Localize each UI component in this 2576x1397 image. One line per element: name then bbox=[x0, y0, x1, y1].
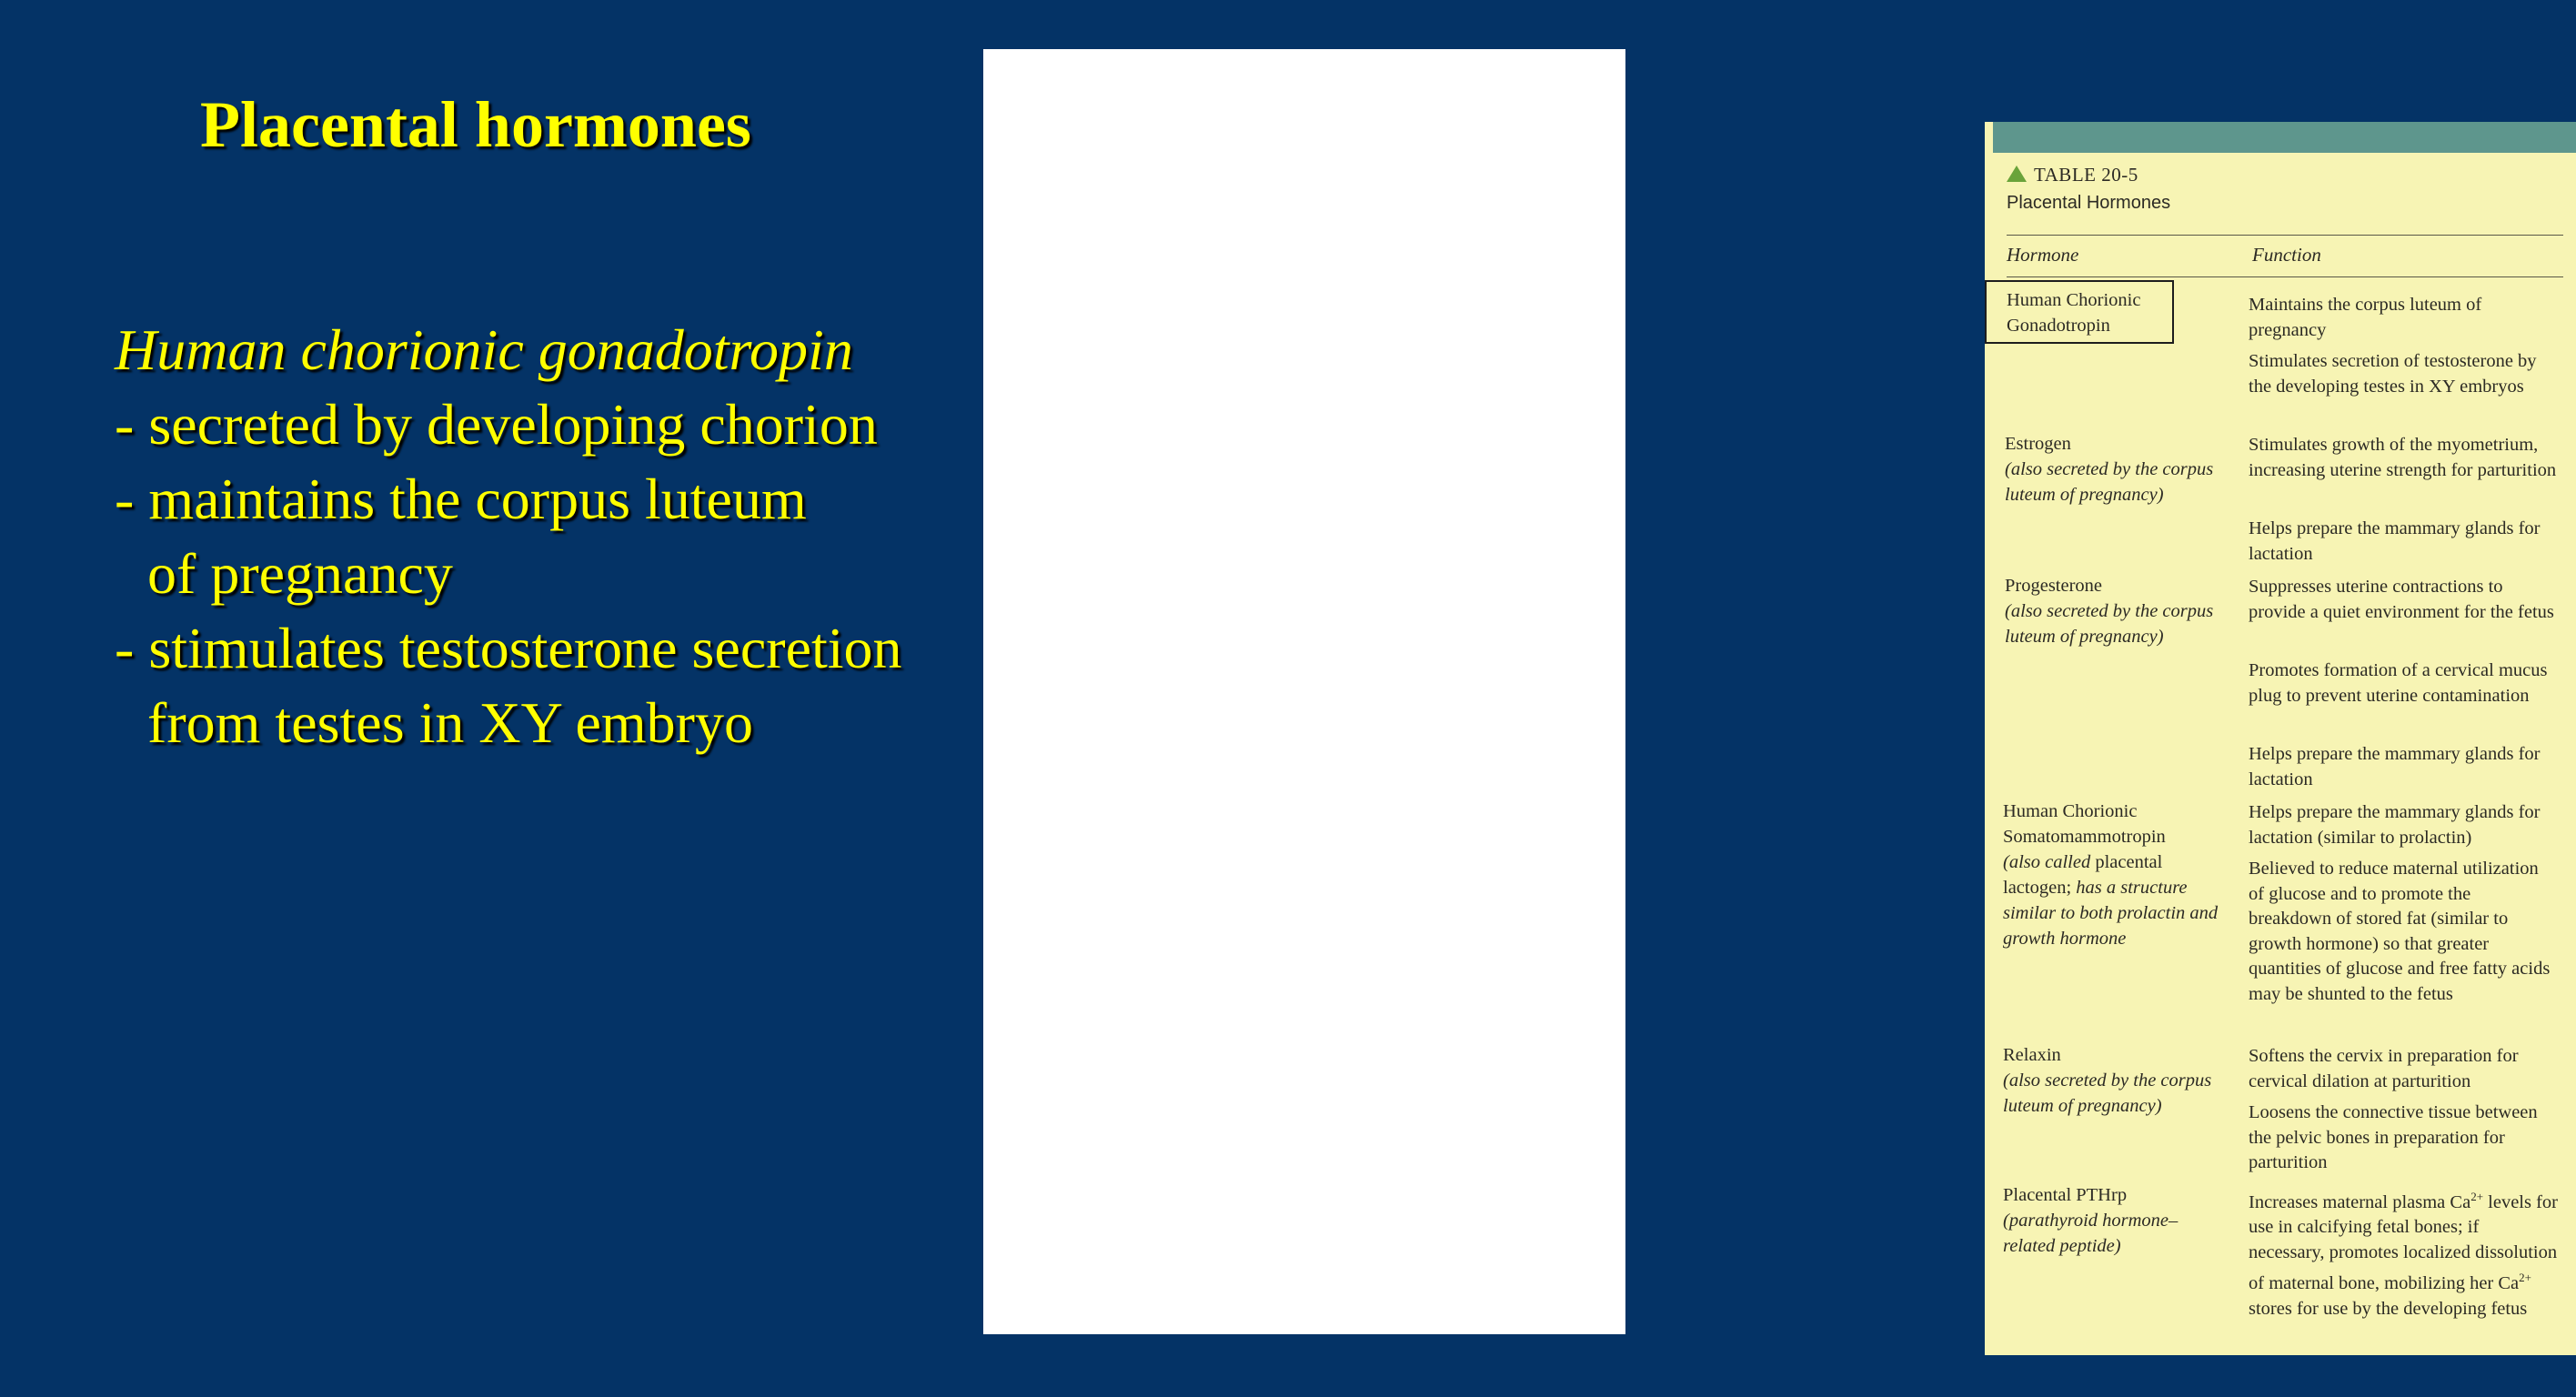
hormone-pthrp: Placental PTHrp (parathyroid hormone–related peptide) bbox=[2003, 1185, 2179, 1256]
table-image-frame bbox=[983, 49, 2559, 1334]
function-text: Stimulates growth of the myometrium, increasing uterine strength for parturition bbox=[2249, 435, 2557, 480]
divider bbox=[2007, 235, 2563, 236]
function-text: Stimulates secretion of testosterone by the developing testes in XY embryos bbox=[2249, 351, 2537, 397]
function-text: Increases maternal plasma $Ca^{2+}$ levels for use in calcifying fetal bones; if necessary, promotes localized dissolution of maternal bone, mobilizing her $Ca^{2+}$ stores for use by the developing fetus bbox=[2249, 1190, 2559, 1319]
slide-title: Placental hormones bbox=[200, 88, 751, 161]
function-text: Helps prepare the mammary glands for lactation bbox=[2249, 518, 2541, 564]
function-text: Suppresses uterine contractions to provide a quiet environment for the fetus bbox=[2249, 577, 2554, 622]
triangle-icon bbox=[2007, 166, 2027, 182]
table-title: Placental Hormones bbox=[2007, 193, 2171, 213]
function-text: Promotes formation of a cervical mucus plug to prevent uterine contamination bbox=[2249, 660, 2548, 706]
bullet-item: - maintains the corpus luteum bbox=[115, 467, 807, 531]
divider bbox=[2007, 276, 2563, 277]
function-text: Helps prepare the mammary glands for lactation bbox=[2249, 744, 2541, 789]
function-text: Believed to reduce maternal utilization of glucose and to promote the breakdown of stored fat (similar to growth hormone) so that greater quantities of glucose and free fatty acids may be shunted to the fetus bbox=[2249, 859, 2551, 1004]
function-text: Maintains the corpus luteum of pregnancy bbox=[2249, 295, 2482, 340]
function-text: Softens the cervix in preparation for cervical dilation at parturition bbox=[2249, 1046, 2519, 1091]
bullet-heading: Human chorionic gonadotropin bbox=[115, 317, 853, 382]
hormone-relaxin: Relaxin (also secreted by the corpus luteum of pregnancy) bbox=[2003, 1045, 2212, 1116]
hormone-hcg: Human Chorionic Gonadotropin bbox=[1985, 280, 2174, 344]
function-text: Loosens the connective tissue between the pelvic bones in preparation for parturition bbox=[2249, 1102, 2538, 1172]
bullet-item: - secreted by developing chorion bbox=[115, 392, 878, 457]
hormone-hcs: Human Chorionic Somatomammotropin (also called placental lactogen; has a structure similar to both prolactin and growth hormone bbox=[2003, 801, 2219, 949]
bullet-continuation: from testes in XY embryo bbox=[147, 690, 753, 755]
bullet-item: - stimulates testosterone secretion bbox=[115, 616, 902, 680]
bullet-list bbox=[115, 313, 902, 760]
hormone-estrogen: Estrogen (also secreted by the corpus luteum of pregnancy) bbox=[2005, 434, 2214, 505]
function-text: Helps prepare the mammary glands for lactation (similar to prolactin) bbox=[2249, 802, 2541, 848]
placental-hormones-table bbox=[1985, 122, 2576, 1355]
column-header-function: Function bbox=[2252, 244, 2321, 266]
table-label: TABLE 20-5 bbox=[2007, 164, 2138, 186]
hormone-progesterone: Progesterone (also secreted by the corpus luteum of pregnancy) bbox=[2005, 576, 2214, 647]
bullet-continuation: of pregnancy bbox=[147, 541, 453, 606]
column-header-hormone: Hormone bbox=[2007, 244, 2079, 266]
table-header-bar bbox=[1993, 122, 2576, 153]
